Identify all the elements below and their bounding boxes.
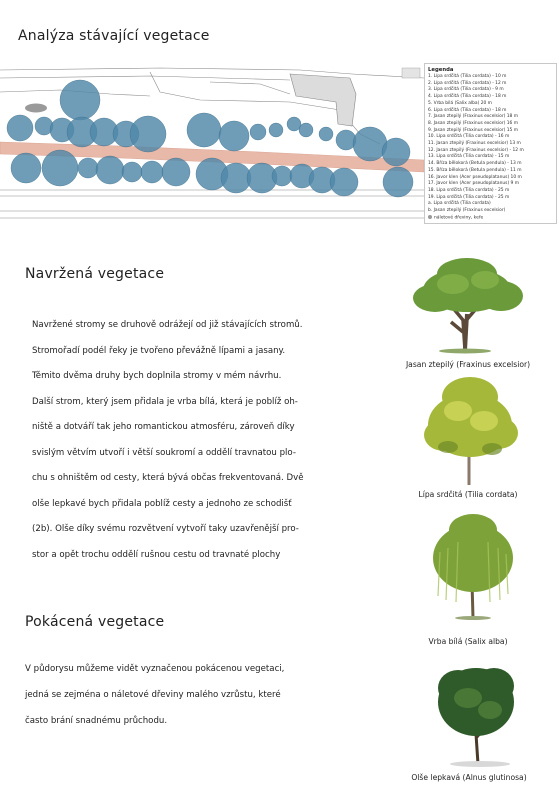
proposed-text-line: Další strom, který jsem přidala je vrba bílá, která je poblíž oh- — [32, 396, 298, 407]
legend-item: 2. Lípa srdčitá (Tilia cordata) - 12 m — [428, 80, 507, 86]
tree-canopy — [383, 167, 413, 197]
felled-text-line: jedná se zejména o náletové dřeviny malého vzrůstu, které — [25, 690, 281, 700]
tree-canopy — [382, 138, 410, 166]
tree-canopy — [319, 127, 333, 141]
proposed-text-line: olše lepkavé bych přidala poblíž cesty a jednoho ze schodišť — [32, 498, 292, 509]
tree-canopy — [219, 121, 249, 151]
legend-felled-item — [428, 215, 556, 222]
site-plan — [0, 64, 424, 224]
tree-canopy — [60, 80, 100, 120]
legend-item: 16. Javor klen (Acer pseudoplatanus) 10 m — [428, 174, 522, 180]
tree-caption-linden: Lípa srdčitá (Tilia cordata) — [418, 490, 518, 499]
legend-item: 14. Bříza bělokorá (Betula pendula) - 13 m — [428, 161, 522, 167]
tree-canopy — [141, 161, 163, 183]
felled-text-line: V půdorysu můžeme vidět vyznačenou pokácenou vegetaci, — [25, 664, 285, 674]
proposed-title: Navržená vegetace — [25, 266, 165, 282]
legend-item: 3. Lípa srdčitá (Tilia cordata) - 9 m — [428, 87, 504, 93]
tree-caption-ash: Jasan ztepilý (Fraxinus excelsior) — [405, 360, 531, 369]
proposed-text — [32, 313, 304, 568]
tree-canopy — [330, 168, 358, 196]
legend-felled-label: náletové dřeviny, keře — [434, 215, 484, 221]
tree-caption-alder: Olše lepkavá (Alnus glutinosa) — [411, 773, 527, 782]
proposed-text-line: Těmito dvěma druhy bych doplnila stromy v mém návrhu. — [32, 371, 282, 381]
proposed-text-line: stor a opět trochu oddělí rušnou cestu od travnaté plochy — [32, 549, 281, 560]
legend-item: 19. Lípa srdčitá (Tilia cordata) - 25 m — [428, 194, 510, 200]
tree-canopy — [269, 123, 283, 137]
legend-item: 7. Jasan ztepilý (Fraxinus excelsior) 18 m — [428, 114, 519, 120]
analysis-title: Analýza stávající vegetace — [18, 28, 210, 44]
proposed-text-line: Stromořadí podél řeky je tvořeno převážně lípami a jasany. — [32, 345, 286, 356]
felled-dot-icon — [428, 215, 432, 219]
tree-canopy — [78, 158, 98, 178]
proposed-text-line: svislým větvím utvoří i větší soukromí a oddělí travnatou plo- — [32, 447, 296, 458]
tree-canopy — [122, 162, 142, 182]
legend-box — [424, 63, 557, 224]
tree-canopy — [272, 166, 292, 186]
tree-canopy — [250, 124, 266, 140]
felled-vegetation — [25, 104, 47, 113]
tree-canopy — [336, 130, 356, 150]
felled-text-line: často brání snadnému průchodu. — [25, 716, 168, 726]
legend-item: 1. Lípa srdčitá (Tilia cordata) - 10 m — [428, 74, 507, 79]
tree-canopy — [299, 123, 313, 137]
tree-caption-willow: Vrba bílá (Salix alba) — [428, 637, 508, 646]
proposed-text-line: chu s ohništěm od cesty, která bývá občas frekventovaná. Dvě — [32, 473, 304, 483]
felled-text — [25, 656, 284, 734]
tree-canopy — [130, 116, 166, 152]
building-footprint — [290, 74, 356, 126]
tree-canopy — [162, 158, 190, 186]
legend-item: 11. Jasan ztepilý (Fraxinus excelsior) 13 m — [428, 141, 521, 147]
tree-canopy — [7, 115, 33, 141]
legend-item: 12. Jasan ztepilý (Fraxinus excelsior) - 12 m — [428, 147, 524, 153]
legend-item: 17. Javor klen (Acer pseudoplatanus) 9 m — [428, 181, 520, 187]
legend-item: 6. Lípa srdčitá (Tilia cordata) - 18 m — [428, 107, 507, 113]
proposed-text-line: Navržené stromy se druhově odrážejí od již stávajících stromů. — [32, 320, 303, 330]
tree-canopy — [42, 150, 78, 186]
tree-canopy — [11, 153, 41, 183]
legend-item: 10. Lípa srdčitá (Tilia cordata) - 16 m — [428, 134, 510, 140]
legend-item: a. Lípa srdčitá (Tilia cordata) — [428, 201, 491, 207]
linden-tree-image — [418, 375, 522, 487]
ash-tree-image — [405, 254, 529, 354]
legend-item: 18. Lípa srdčitá (Tilia cordata) - 25 m — [428, 187, 510, 193]
tree-canopy — [187, 113, 221, 147]
tree-canopy — [96, 156, 124, 184]
felled-title: Pokácená vegetace — [25, 614, 165, 630]
tree-canopy — [353, 127, 387, 161]
legend-title: Legenda — [428, 67, 454, 73]
legend-item: 13. Lípa srdčitá (Tilia cordata) - 15 m — [428, 154, 510, 160]
legend-item: 8. Jasan ztepilý (Fraxinus excelsior) 16 m — [428, 120, 519, 126]
legend-item: b. Jasan ztepilý (Fraxinus excelsior) — [428, 208, 506, 214]
legend-item: 4. Lípa srdčitá (Tilia cordata) - 18 m — [428, 94, 507, 100]
willow-tree-image — [428, 512, 518, 620]
proposed-text-line: (2b). Olše díky svému rozvětvení vytvoří taky uzavřenější pro- — [32, 524, 299, 534]
legend-item: 5. Vrba bílá (Salix alba) 20 m — [428, 100, 492, 106]
proposed-text-line: niště a dotváří tak jeho romantickou atmosféru, zároveň díky — [32, 422, 295, 432]
alder-tree-image — [428, 658, 524, 768]
tree-canopy — [221, 163, 251, 193]
legend-item: 15. Bříza bělokorá (Betula pendula) - 11 m — [428, 167, 522, 173]
legend-item: 9. Jasan ztepilý (Fraxinus excelsior) 15 m — [428, 127, 519, 133]
